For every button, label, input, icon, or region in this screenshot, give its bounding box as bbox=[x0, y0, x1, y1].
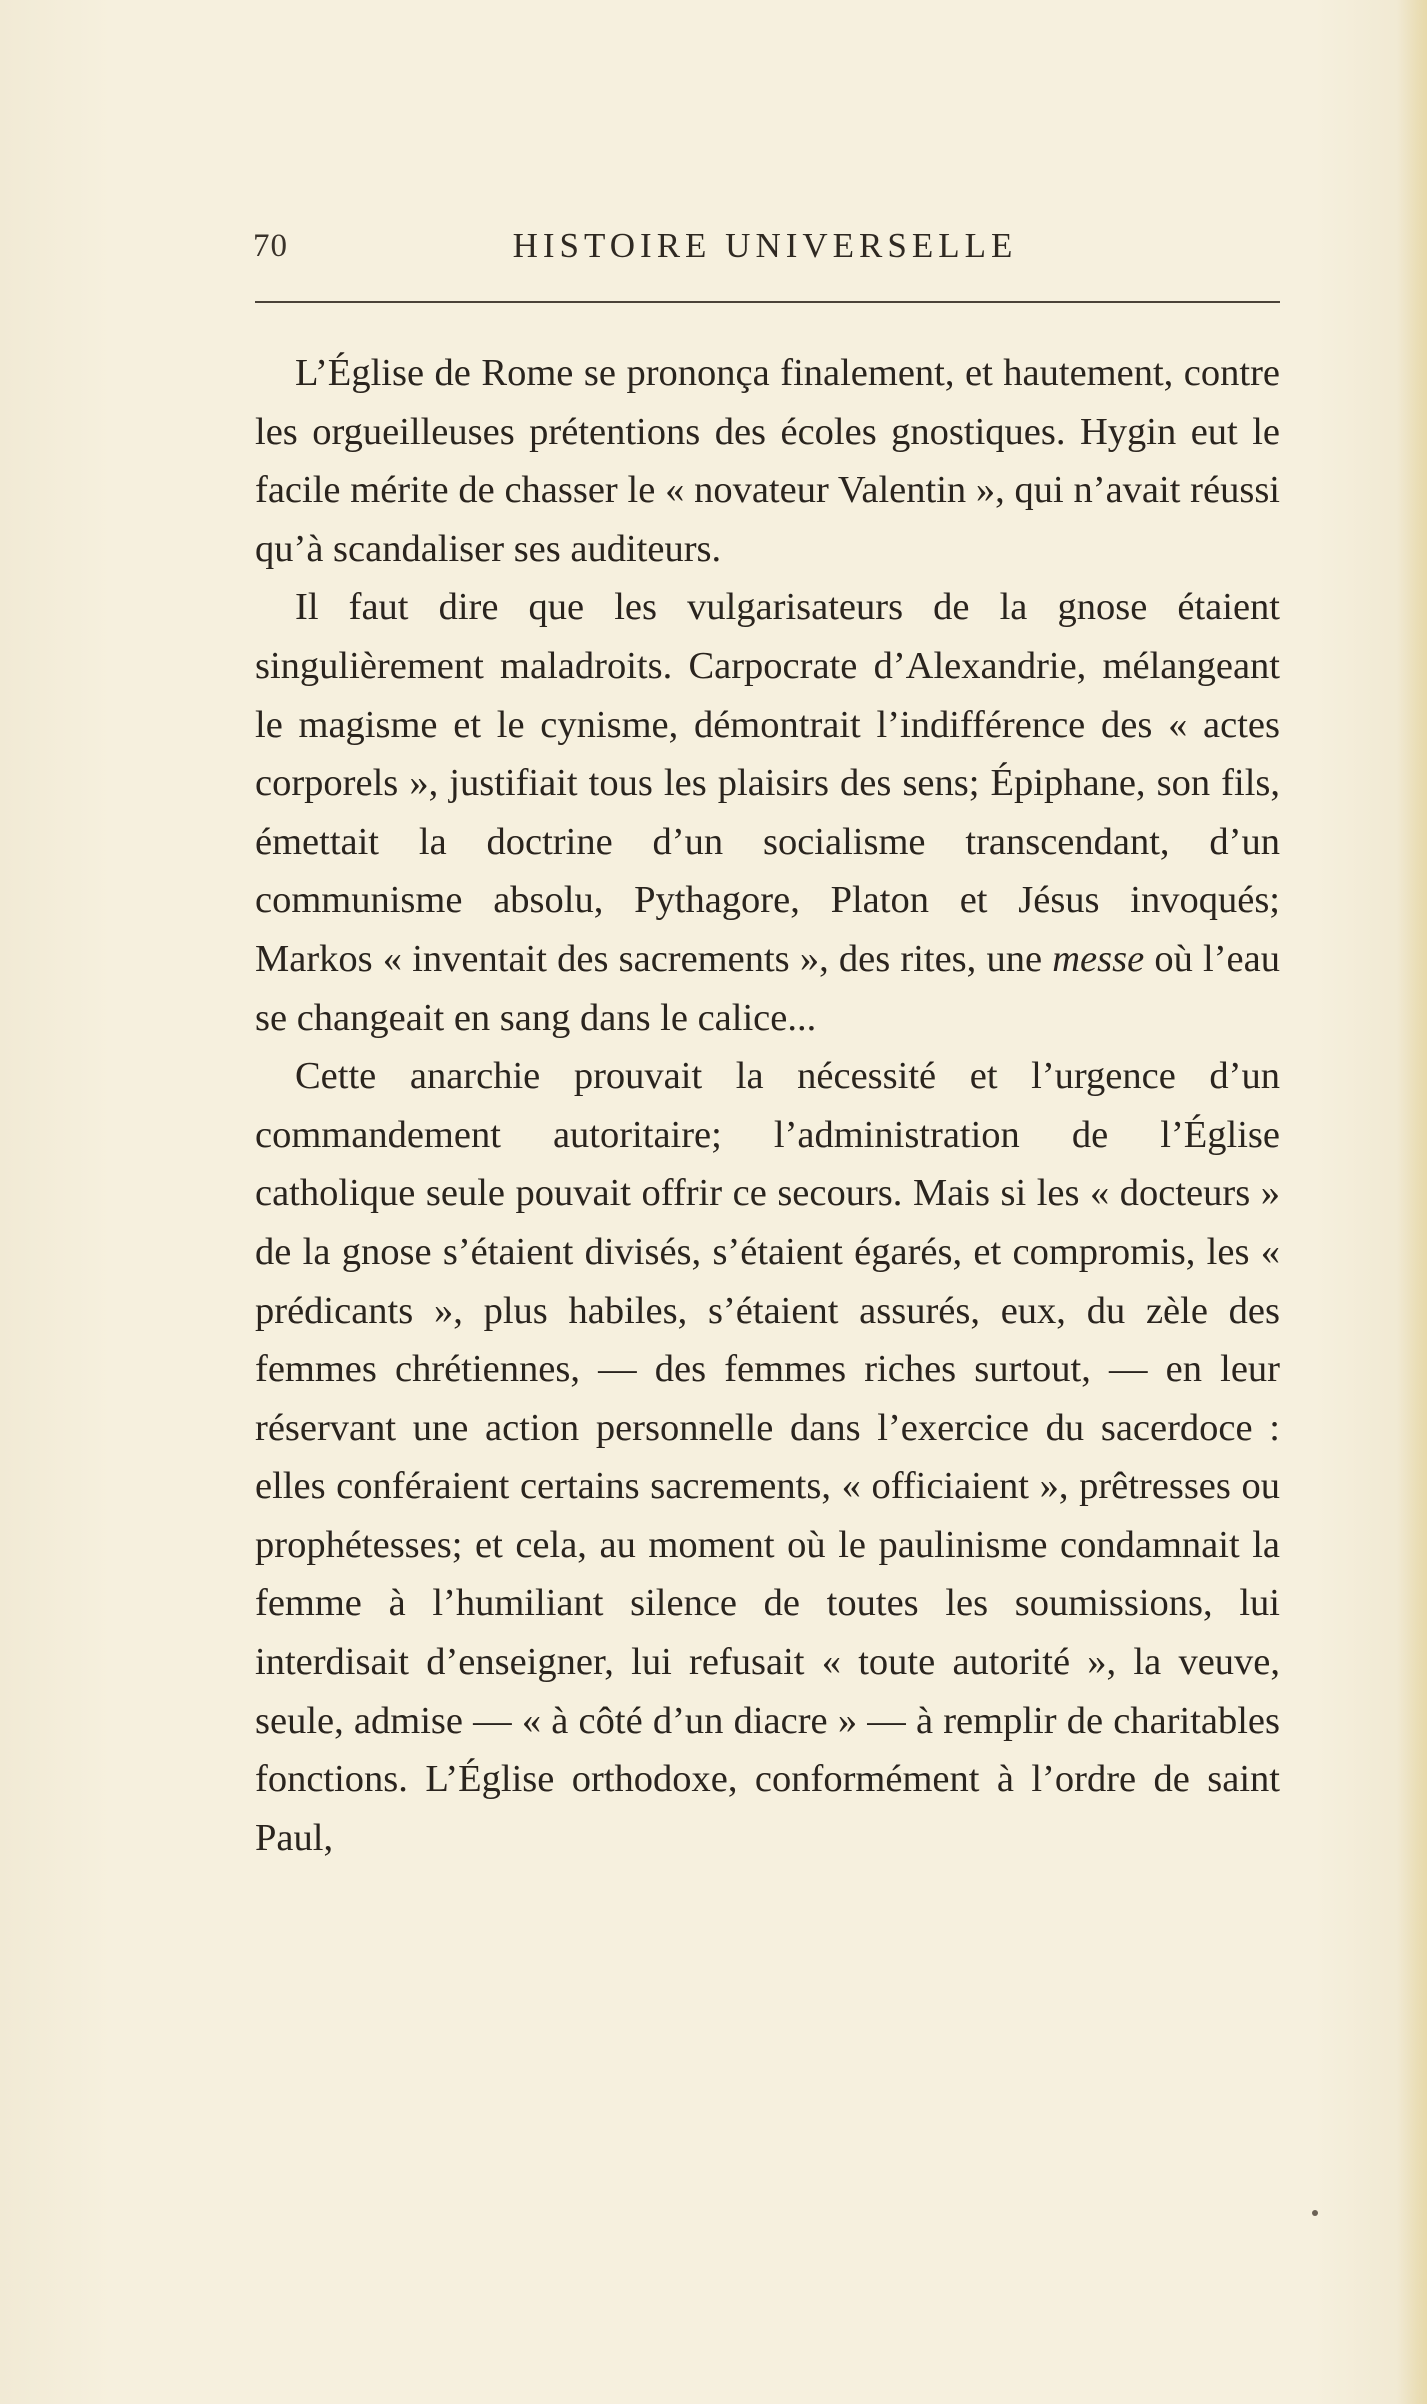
page-edge-shading bbox=[1397, 0, 1427, 2404]
paragraph-2-text-before: Il faut dire que les vulgarisateurs de la gnose étaient singulièrement maladroits. Carpocrate d’Alexandrie, mélangeant le magisme et le cynisme, démontrait l’indifférence des « actes corporels », justifiait tous les plaisirs des sens; Épiphane, son fils, émettait la doctrine d’un socialisme transcendant, d’un communisme absolu, Pythagore, Platon et Jésus invoqués; Markos « inventait des sacrements », des rites, une bbox=[255, 586, 1280, 980]
paper-speck bbox=[1312, 2210, 1318, 2216]
paragraph-3: Cette anarchie prouvait la nécessité et l’urgence d’un commandement autoritaire; l’administration de l’Église catholique seule pouvait offrir ce secours. Mais si les « docteurs » de la gnose s’étaient divisés, s’étaient égarés, et compromis, les « prédicants », plus habiles, s’étaient assurés, eux, du zèle des femmes chrétiennes, — des femmes riches surtout, — en leur réservant une action personnelle dans l’exercice du sacerdoce : elles conféraient certains sacrements, « officiaient », prêtresses ou prophétesses; et cela, au moment où le paulinisme condamnait la femme à l’humiliant silence de toutes les soumissions, lui interdisait d’enseigner, lui refusait « toute autorité », la veuve, seule, admise — « à côté d’un diacre » — à remplir de charitables fonctions. L’Église orthodoxe, conformément à l’ordre de saint Paul, bbox=[255, 1055, 1280, 1859]
paragraph-2-text-after: où l’eau se changeait en sang dans le calice... bbox=[255, 937, 1280, 1039]
paragraph-2-italic-word: messe bbox=[1052, 937, 1145, 980]
running-title: HISTOIRE UNIVERSELLE bbox=[512, 226, 1018, 265]
paragraph-2 bbox=[255, 578, 1280, 1047]
body-text bbox=[255, 344, 1280, 1867]
paragraph-1: L’Église de Rome se prononça finalement, et hautement, contre les orgueilleuses prétentions des écoles gnostiques. Hygin eut le facile mérite de chasser le « novateur Valentin », qui n’avait réussi qu’à scandaliser ses auditeurs. bbox=[255, 352, 1280, 570]
page-number: 70 bbox=[253, 228, 288, 264]
header-rule bbox=[255, 301, 1280, 303]
page-header bbox=[245, 222, 1285, 282]
